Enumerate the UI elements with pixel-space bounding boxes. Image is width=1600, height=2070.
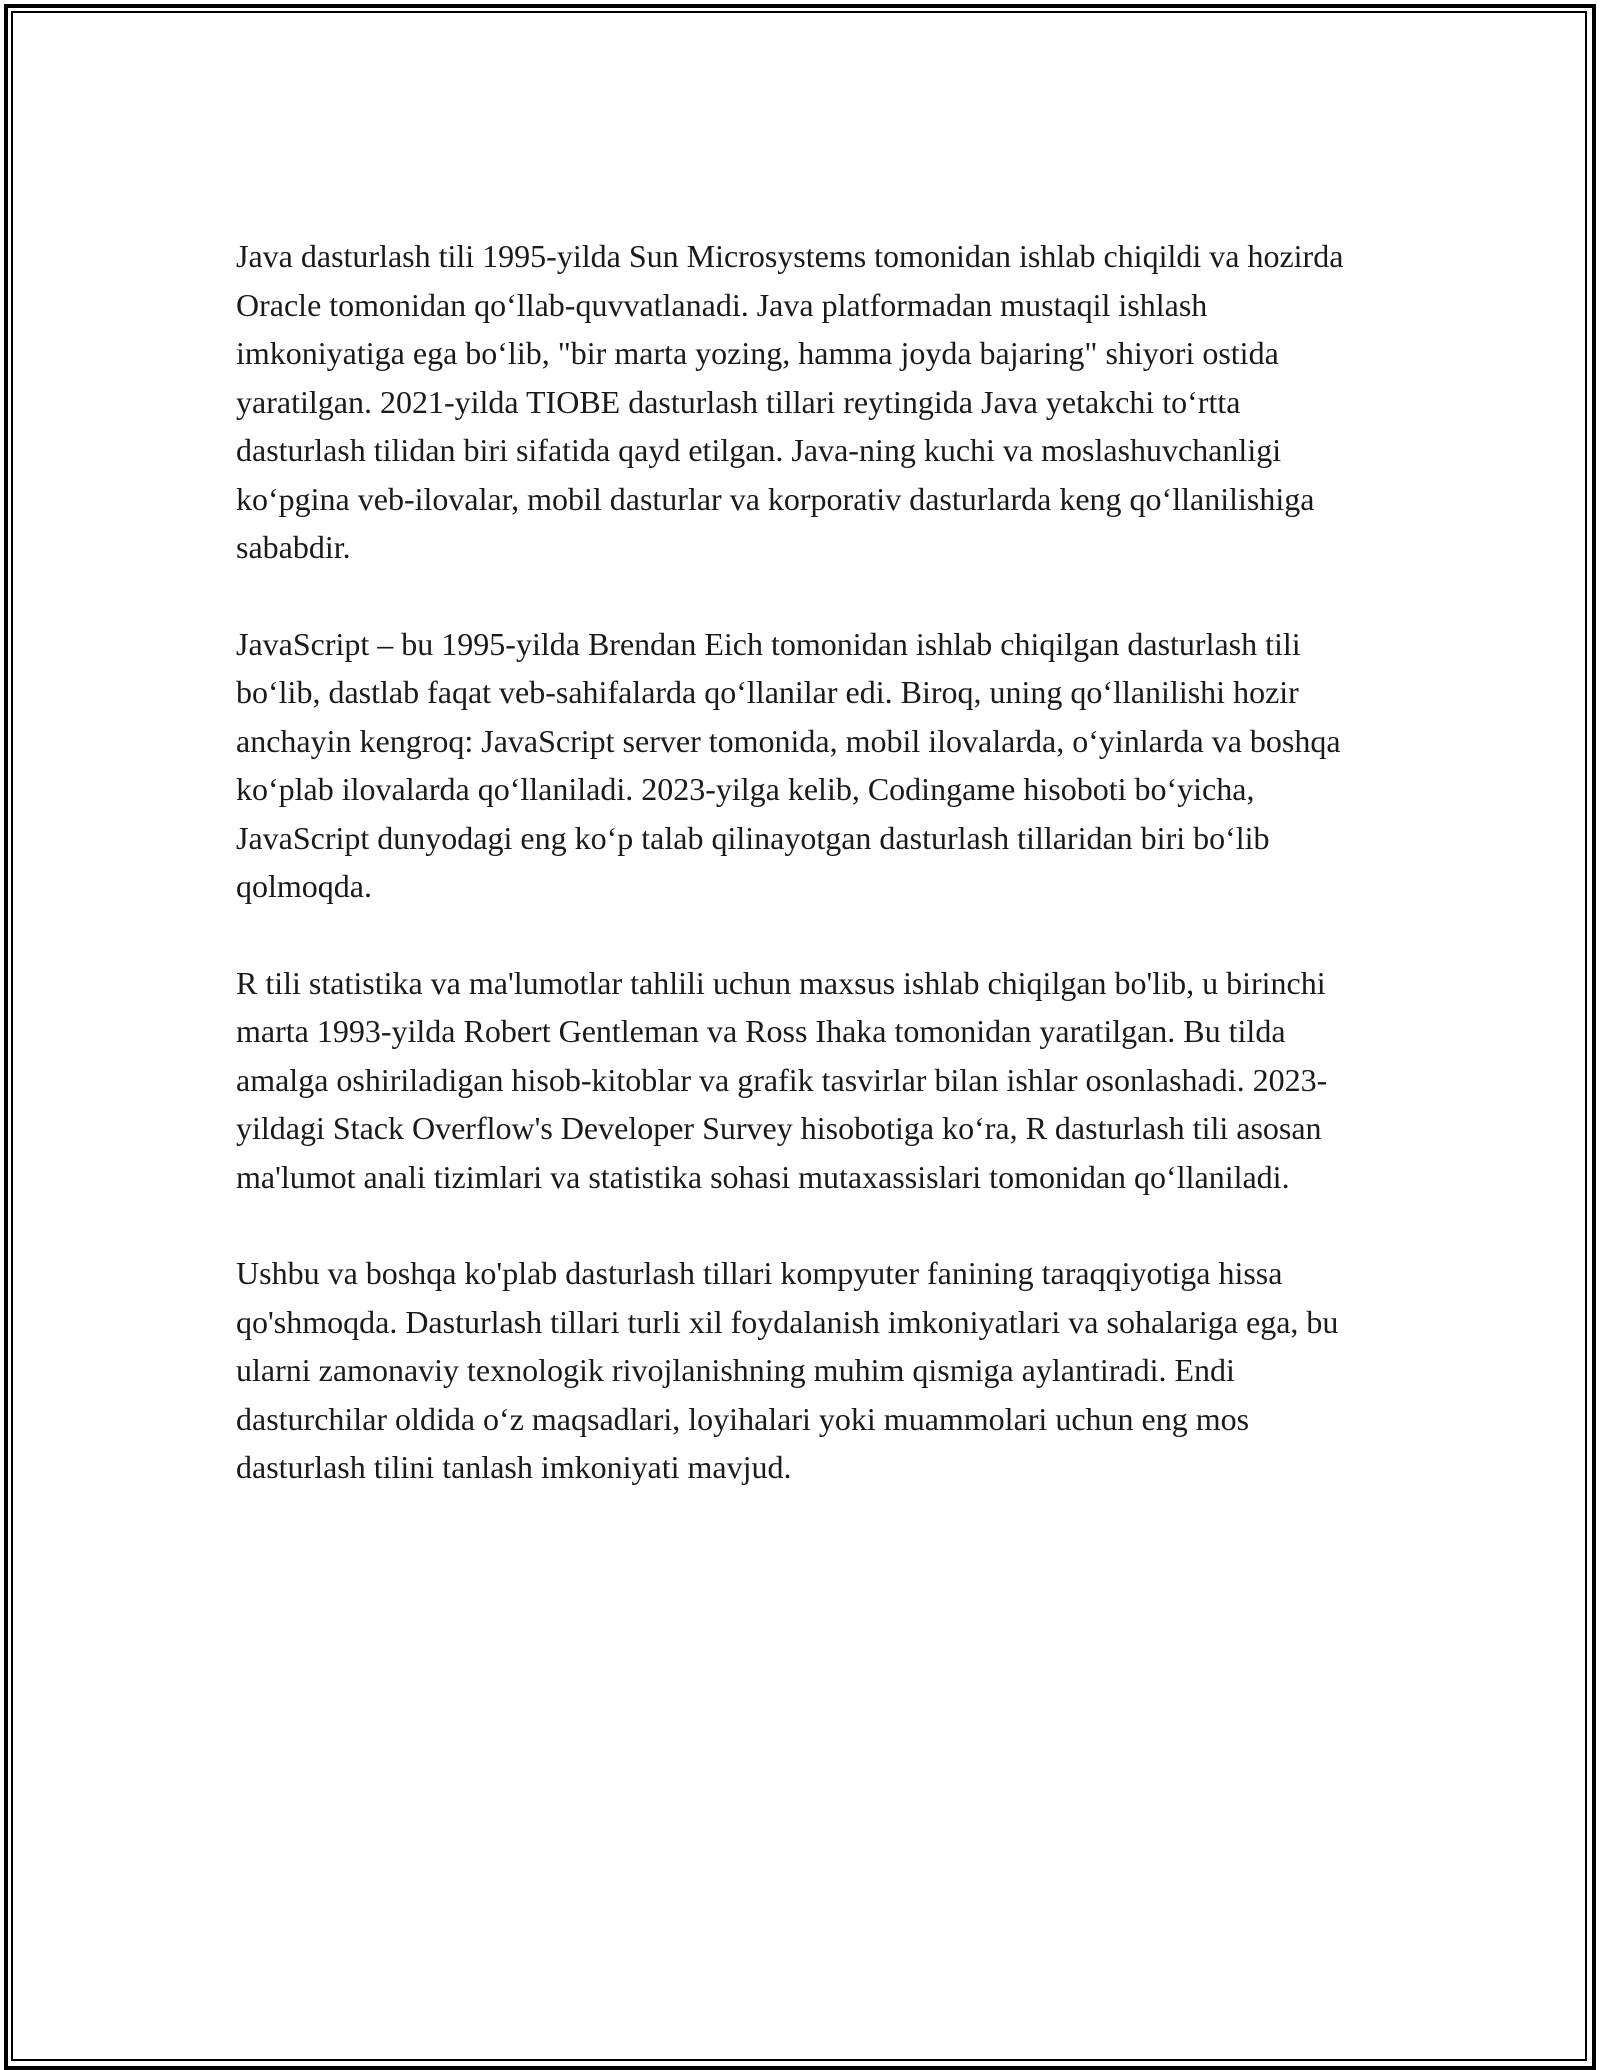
paragraph-javascript: JavaScript – bu 1995-yilda Brendan Eich tomonidan ishlab chiqilgan dasturlash tili bo‘lib, dastlab faqat veb-sahifalarda qo‘llanilar edi. Biroq, uning qo‘llanilishi hozir anchayin kengroq: JavaScript server tomonida, mobil ilovalarda, o‘yinlarda va boshqa ko‘plab ilovalarda qo‘llaniladi. 2023-yilga kelib, Codingame hisoboti bo‘yicha, JavaScript dunyodagi eng ko‘p talab qilinayotgan dasturlash tillaridan biri bo‘lib qolmoqda. — [236, 625, 1341, 904]
paragraph-r: R tili statistika va ma'lumotlar tahlili uchun maxsus ishlab chiqilgan bo'lib, u birinchi marta 1993-yilda Robert Gentleman va Ross Ihaka tomonidan yaratilgan. Bu tilda amalga oshiriladigan hisob-kitoblar va grafik tasvirlar bilan ishlar osonlashadi. 2023-yildagi Stack Overflow's Developer Survey hisobotiga ko‘ra, R dasturlash tili asosan ma'lumot anali tizimlari va statistika sohasi mutaxassislari tomonidan qo‘llaniladi. — [236, 964, 1328, 1195]
paragraph-conclusion: Ushbu va boshqa ko'plab dasturlash tillari kompyuter fanining taraqqiyotiga hissa qo'shmoqda. Dasturlash tillari turli xil foydalanish imkoniyatlari va sohalariga ega, bu ularni zamonaviy texnologik rivojlanishning muhim qismiga aylantiradi. Endi dasturchilar oldida o‘z maqsadlari, loyihalari yoki muammolari uchun eng mos dasturlash tilini tanlash imkoniyati mavjud. — [236, 1255, 1339, 1485]
document-body — [236, 232, 1376, 1540]
paragraph-java: Java dasturlash tili 1995-yilda Sun Microsystems tomonidan ishlab chiqildi va hozirda Oracle tomonidan qo‘llab-quvvatlanadi. Java platformadan mustaqil ishlash imkoniyatiga ega bo‘lib, "bir marta yozing, hamma joyda bajaring" shiyori ostida yaratilgan. 2021-yilda TIOBE dasturlash tillari reytingida Java yetakchi to‘rtta dasturlash tilidan biri sifatida qayd etilgan. Java-ning kuchi va moslashuvchanligi ko‘pgina veb-ilovalar, mobil dasturlar va korporativ dasturlarda keng qo‘llanilishiga sababdir. — [236, 238, 1344, 565]
